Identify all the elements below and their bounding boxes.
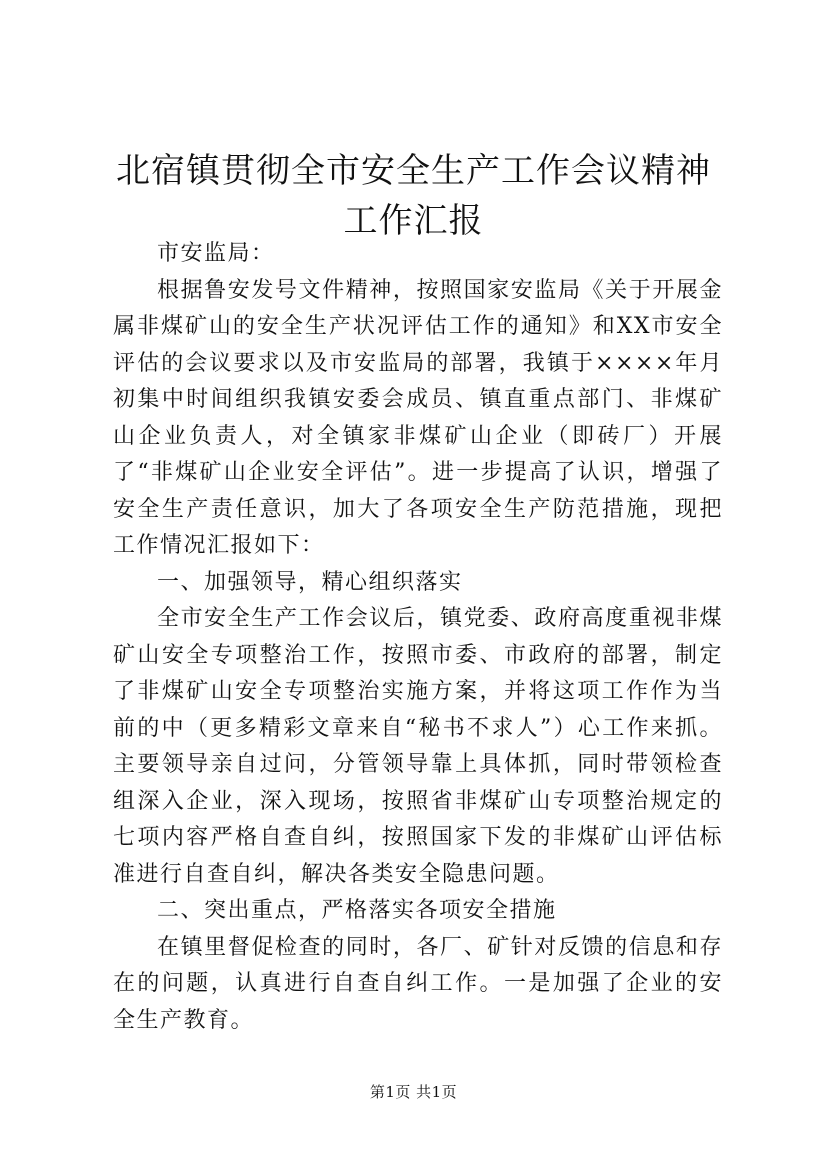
page-number-footer: 第1页 共1页: [369, 1083, 458, 1101]
document-body: [113, 236, 723, 1039]
paragraph: 全市安全生产工作会议后，镇党委、政府高度重视非煤矿山安全专项整治工作，按照市委、市政府的部署，制定了非煤矿山安全专项整治实施方案，并将这项工作作为当前的中（更多精彩文章来自“秘书不求人”）心工作来抓。主要领导亲自过问，分管领导靠上具体抓，同时带领检查组深入企业，深入现场，按照省非煤矿山专项整治规定的七项内容严格自查自纠，按照国家下发的非煤矿山评估标准进行自查自纠，解决各类安全隐患问题。: [113, 606, 723, 887]
paragraph: 在镇里督促检查的同时，各厂、矿针对反馈的信息和存在的问题，认真进行自查自纠工作。一是加强了企业的安全生产教育。: [113, 934, 723, 1033]
section-heading: 二、突出重点，严格落实各项安全措施: [157, 898, 557, 923]
salutation: 市安监局：: [157, 241, 275, 266]
document-title: 北宿镇贯彻全市安全生产工作会议精神工作汇报: [116, 151, 711, 241]
section-heading: 一、加强领导，精心组织落实: [157, 569, 463, 595]
paragraph: 根据鲁安发号文件精神，按照国家安监局《关于开展金属非煤矿山的安全生产状况评估工作的通知》和XX市安全评估的会议要求以及市安监局的部署，我镇于××××年月初集中时间组织我镇安委会成员、镇直重点部门、非煤矿山企业负责人，对全镇家非煤矿山企业（即砖厂）开展了“非煤矿山企业安全评估”。进一步提高了认识，增强了安全生产责任意识，加大了各项安全生产防范措施，现把工作情况汇报如下：: [113, 277, 723, 558]
